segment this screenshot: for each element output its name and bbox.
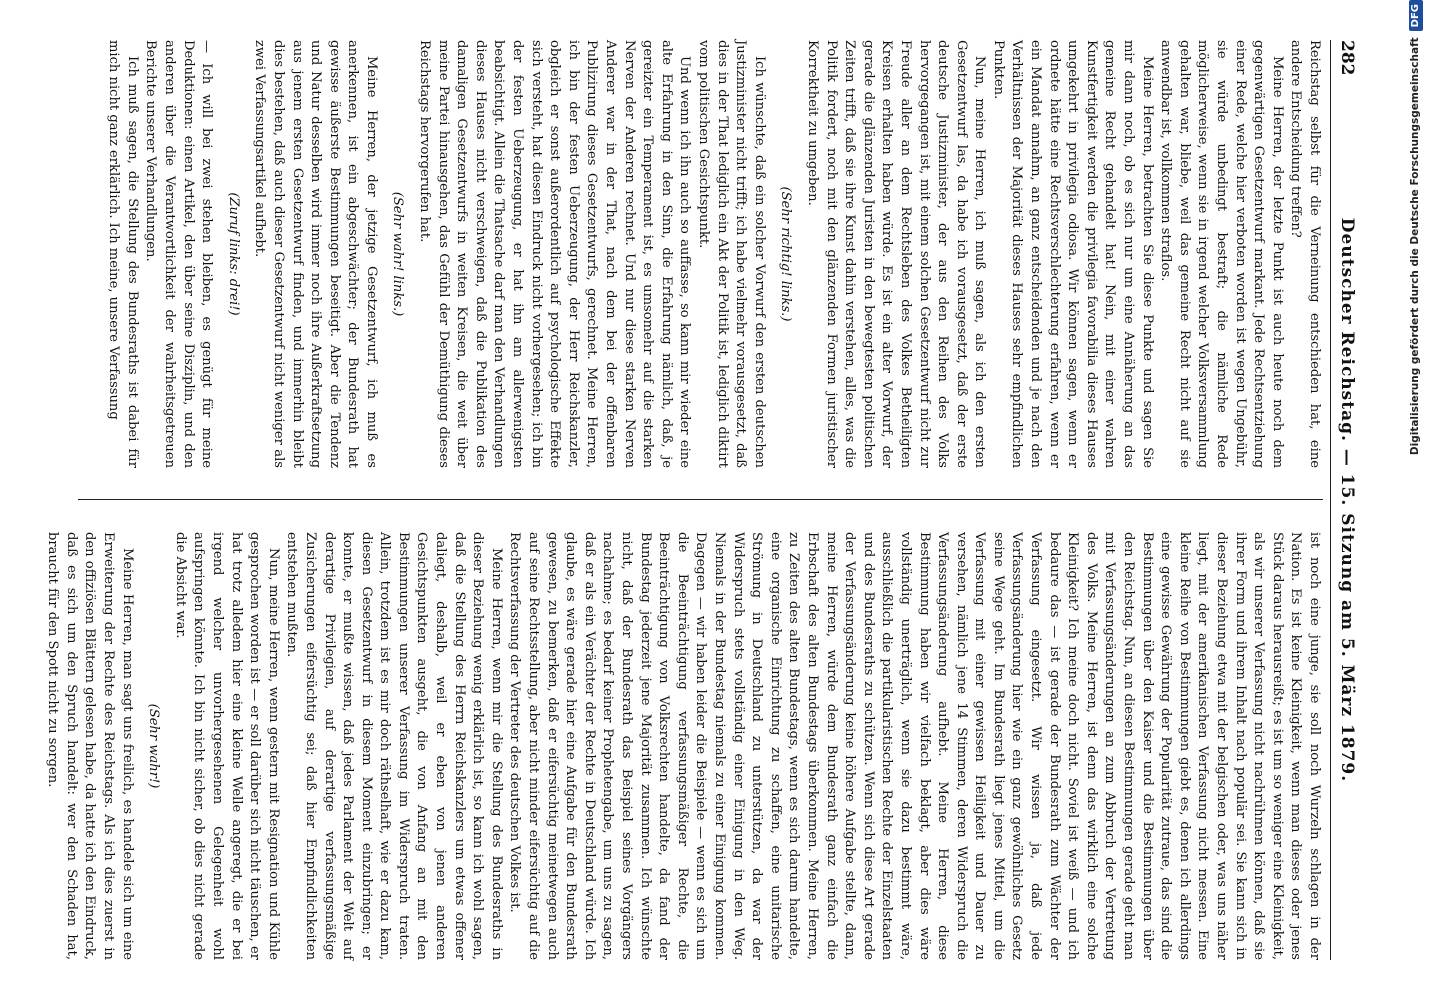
interjection: (Zuruf links: drei!)	[225, 192, 241, 316]
text-column-left	[68, 40, 1323, 468]
dfg-logo: DFG	[1409, 0, 1423, 31]
page-header	[1330, 40, 1359, 960]
digitization-sidebar	[1404, 0, 1426, 1000]
paragraph: ist noch eine junge, sie soll noch Wurzeln schlagen in der Nation. Es ist keine Kleinigkeit, wenn man dieses oder jenes Stück daraus herausreißt; es ist um so weniger eine Kleinigkeit, als wir unserer Verfassung nicht nachrühmen können, daß sie ihrer Form und ihrem Inhalt nach populär sei. Sie kann sich in dieser Beziehung etwa mit der belgischen oder, was uns näher liegt, mit der amerikanischen Verfassung nicht messen. Eine kleine Reihe von Bestimmungen giebt es, denen ich allerdings eine gewisse Gewährung der Popularität zutraue, das sind die Bestimmungen über den Kaiser und die Bestimmungen über den Reichstag. Nun, an diesen Bestimmungen gerade geht man mit Verfassungsänderungen an zum Abbruch der Vertretung des Volks. Meine Herren, ist denn das wirklich eine solche Kleinigkeit? Ich meine doch nicht. Soviel ist weiß — und ich bedaure das — ist gerade der Bundesrath zum Wächter der Verfassung eingesetzt. Wir wissen ja, daß jede Verfassungsänderung hier wie ein ganz gewöhnliches Gesetz seine Wege geht. Im Bundesrath liegt jenes Mittel, um die Verfassung mit einer gewissen Heiligkeit und Dauer zu versehen, nämlich jene 14 Stimmen, deren Widerspruch die Verfassungsänderung aufhebt. Meine Herren, diese Bestimmung haben wir vielfach beklagt, aber dies wäre vollständig unerträglich, wenn sie dazu bestimmt wäre, ausschließlich die partikularistischen Rechte der Einzelstaaten und des Bundesraths zu schützen. Wenn sich diese Art gerade der Verfassungsänderung keine höhere Aufgabe stellte, dann, meine Herren, würde dem Bundesrath ganz einfach die Erbschaft des alten Bundestags überkommen. Meine Herren, zu Zeiten des alten Bundestags, wenn es sich darum handelte, eine organische Einrichtung zu schaffen, eine unitarische Strömung in Deutschland zu unterstützen, da war der Widerspruch stets vollständig einer Einigung in den Weg. Niemals in der Bundestag niemals zu einer Einigung kommen. Dagegen — wir haben leider die Beispiele — wenn es sich um die Beeinträchtigung verfassungsmäßiger Rechte, die Beeinträchtigung von Volksrechten handelte, da fand der Bundestag jederzeit jene Majorität zusammen. Ich wünschte nicht, daß der Bundesrath das Beispiel seines Vorgängers nachahme; es bedarf keiner Prophetengabe, um uns zu sagen, daß er als ein Verächter der Rechte in Deutschland würde. Ich glaube, es wäre gerade hier eine Aufgabe für den Bundesrath gewesen, zu bemerken, daß er eifersüchtig meinetwegen auch auf seine Rechtsstellung, aber nicht minder eifersüchtig auf die Rechtsverfassung der Vertreter des deutschen Volkes ist.	[507, 532, 1322, 960]
paragraph: Nun, meine Herren, wenn gestern mit Resignation und Kühle gesprochen worden ist — er soll darüber sich nicht täuschen, er hat trotz alledem hier eine kleine Welle angeregt, die er bei irgend welcher unvorhergesehenen Gelegenheit wohl aufspringen könnte. Ich bin nicht sicher, ob dies nicht gerade die Absicht war.	[172, 532, 281, 960]
paragraph: Meine Herren, betrachten Sie diese Punkte und sagen Sie mir dann noch, ob es sich nur um eine Annäherung an das gemeine Recht gehandelt hat! Nein, mit einer wahren Kunstfertigkeit werden die privilegia favorabilia dieses Hauses umgekehrt in privilegia odiosa. Wir können sagen, wenn er ordnete hätte eine Rechtsverschlechterung erfahren, wenn er ein Mandat annahm, an ganz entscheidenden und je nach den Verhältnissen der Majorität dieses Hauses sehr empfindlichen Punkten.	[990, 40, 1155, 468]
rotated-content	[45, 20, 1371, 980]
interjection: (Sehr richtig! links.)	[778, 186, 794, 322]
paragraph: Meine Herren, man sagt uns freilich, es handele sich um eine Erweiterung der Rechte des Reichstags. Als ich dies zuerst in den offiziösen Blättern gelesen habe, da hatte ich den Eindruck, daß es sich um den Spruch handelt: wer den Schaden hat, braucht für den Spott nicht zu sorgen.	[45, 532, 135, 960]
paragraph: — Ich will bei zwei stehen bleiben, es genügt für meine Deduktionen: einen Artikel, den über seine Disziplin, und den anderen über die Verantwortlichkeit der wahrheitsgetreuen Berichte unserer Verhandlungen.	[143, 40, 215, 468]
digitization-note	[1404, 0, 1426, 1000]
paragraph: Ich wünschte, daß ein solcher Vorwurf den ersten deutschen Justizminister nicht trifft; ich habe vielmehr vorausgesetzt, daß dies in der That lediglich ein Akt der Politik ist, lediglich diktirt vom politischen Gesichtspunkt.	[696, 40, 767, 468]
paragraph: Meine Herren, wenn mir die Stellung des Bundesraths in dieser Beziehung wenig erklärlich ist, so kann ich wohl sagen, daß die Stellung des Herrn Reichskanzlers um etwas offener daliegt, deshalb, weil er eben von jenen anderen Gesichtspunkten ausgeht, die von Anfang an mit den Bestimmungen unserer Verfassung im Widerspruch traten. Allein, trotzdem ist es mir doch räthselhaft, wie er dazu kam, diesen Gesetzentwurf in diesem Moment einzubringen; er konnte, er mußte wissen, daß jedes Parlament der Welt auf derartige Privilegien, auf derartige verfassungsmäßige Zusicherungen eifersüchtig sei; daß hier Empfindlichkeiten entstehen mußten.	[284, 532, 504, 960]
paragraph: Meine Herren, der jetzige Gesetzentwurf, ich muß es anerkennen, ist ein abgeschwächter; der Bundesrath hat gewisse äußerste Bestimmungen beseitigt. Aber die Tendenz und Natur desselben wird immer noch ihre Außerkraftsetzung aus jenem ersten Gesetzentwurf finden, und immerhin bleibt dies bestehen, daß auch dieser Gesetzentwurf nicht weniger als zwei Verfassungsartikel aufhebt.	[252, 40, 379, 468]
digitization-text: Digitalisierung gefördert durch die Deutsche Forschungsgemeinschaft	[1409, 37, 1421, 456]
paragraph: Nun, meine Herren, ich muß sagen, als ich den ersten Gesetzentwurf las, da habe ich vorausgesetzt, daß der erste deutsche Justizminister, der aus den Reihen des Volks hervorgegangen ist, mit einem solchen Gesetzentwurf nicht zur Freude aller an dem Rechtsleben des Volkes Betheiligten Kreisen erhalten haben würde. Es ist ein alter Vorwurf, der gerade die glänzenden Juristen in den bewegtesten politischen Zeiten trifft, daß sie ihre Kunst dahin verstehen, alles, was die Politik fordert, noch mit den glänzenden Formen juristischer Korrektheit zu umgeben.	[804, 40, 988, 468]
interjection: (Sehr wahr! links.)	[390, 191, 406, 317]
paragraph: Meine Herren, der letzte Punkt ist auch heute noch dem gegenwärtigen Gesetzentwurf markant. Jede Rechtsentziehung einer Rede, welche hier verboten worden ist wegen Ungebühr, sie würde unbedingt bestraft; die nämliche Rede möglicherweise, wenn sie in irgend welcher Volksversammlung gehalten war, bliebe, weil das gemeine Recht nicht auf sie anwendbar ist, vollkommen straflos.	[1158, 40, 1285, 468]
paragraph: Reichstag selbst für die Verneinung entschieden hat, eine andere Entscheidung treffen?	[1288, 40, 1322, 468]
text-column-right	[45, 532, 1323, 960]
column-divider	[78, 499, 1323, 500]
page-number: 282	[1337, 40, 1357, 76]
interjection: (Sehr wahr!)	[146, 703, 162, 789]
paragraph: Und wenn ich ihn auch so auffasse, so kann mir wieder eine alte Erfahrung in den Sinn, die Erfahrung nämlich, daß, je gereizter ein Temperament ist, es umsomehr auf die starken Nerven der Anderen rechnet. Und nur diese starken Nerven Anderer war in der That, nach dem bei der offenbaren Publizirung dieses Gesetzentwurfs, gerechnet. Meine Herren, ich bin der festen Ueberzeugung, der Herr Reichskanzler, obgleich er sonst außerordentlich auf psychologische Effekte sich versteht, hat diesen Eindruck nicht vorhergesehen; ich bin der festen Ueberzeugung, er hat ihn am allerwenigsten beabsichtigt. Allein die Thatsache darf man den Verhandlungen dieses Hauses nicht verschweigen, daß die Publikation des damaligen Gesetzentwurfs in weiten Kreisen, die weit über meine Partei hinausgehen, das Gefühl der Demüthigung dieses Reichstags hervorgerufen hat.	[417, 40, 693, 468]
paragraph: Ich muß sagen, die Stellung des Bundesraths ist dabei für mich nicht ganz erklärlich. Ich meine, unsere Verfassung	[106, 40, 140, 468]
running-title: Deutscher Reichstag. — 15. Sitzung am 5. März 1879.	[1337, 217, 1357, 783]
